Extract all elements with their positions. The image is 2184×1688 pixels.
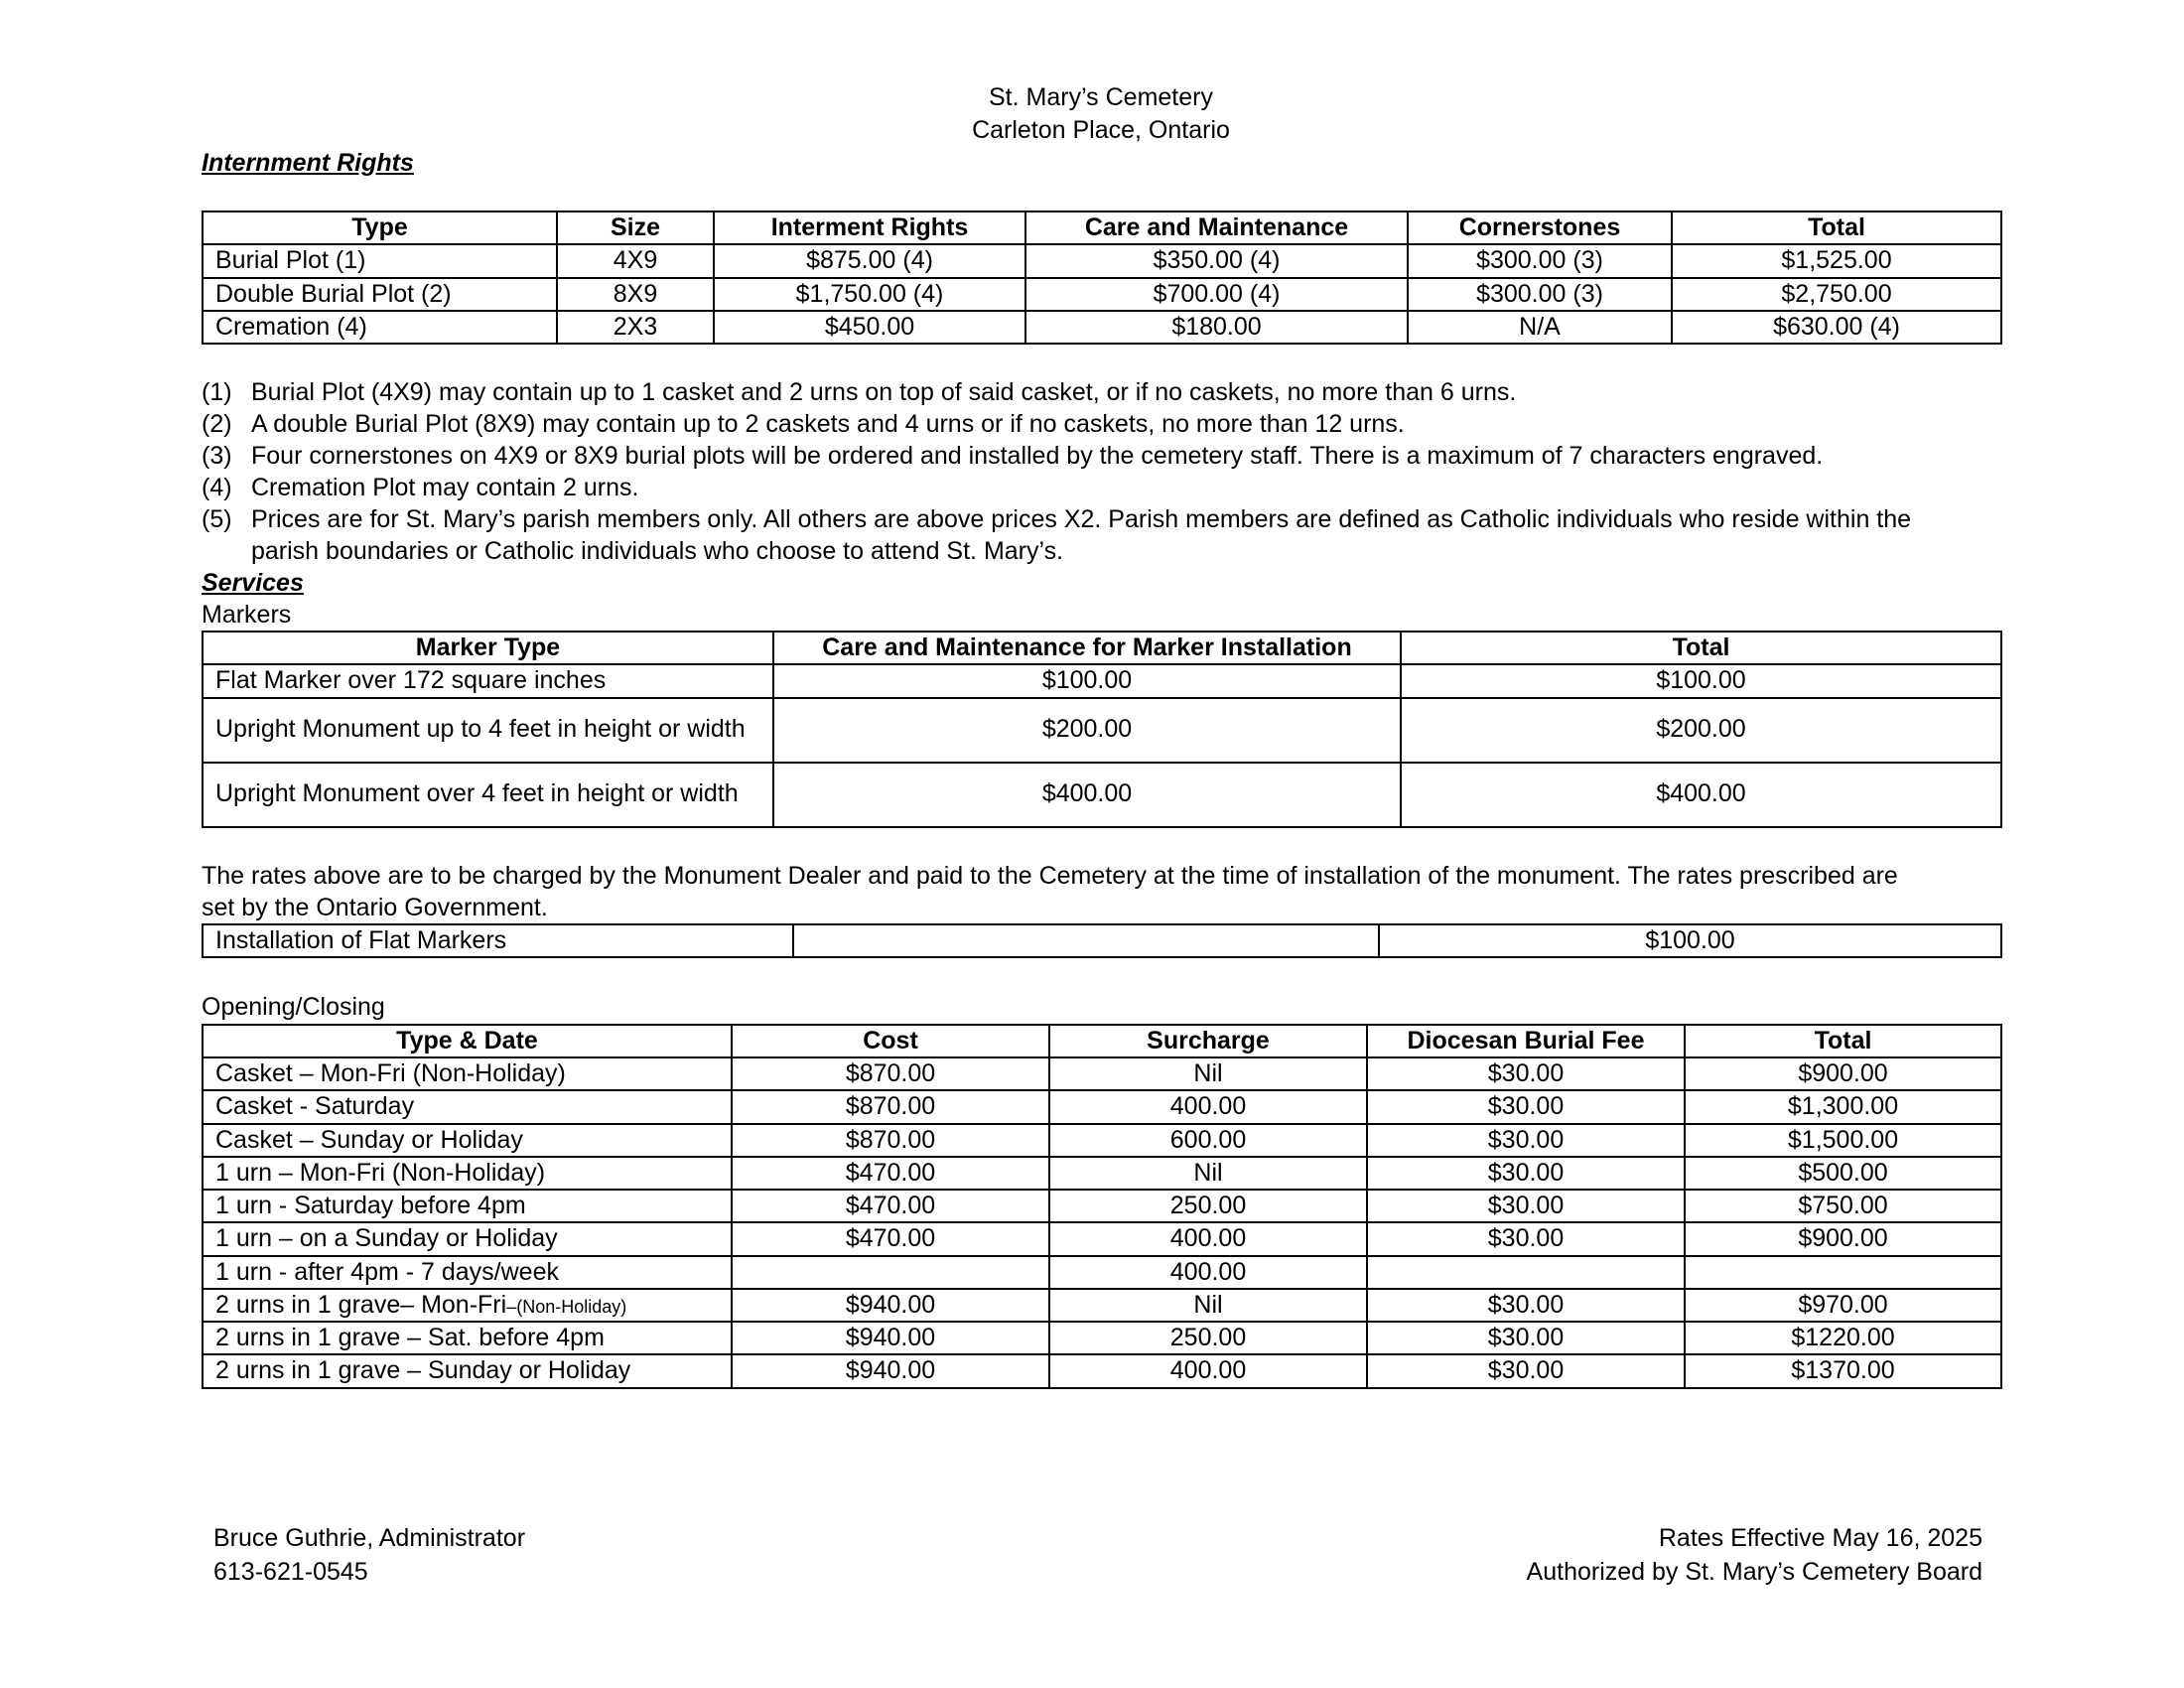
- cell: Upright Monument over 4 feet in height or width: [203, 763, 773, 827]
- cell: $940.00: [732, 1354, 1049, 1387]
- cell: $200.00: [1401, 698, 2001, 763]
- table-row: [203, 244, 2001, 277]
- cell: $1,750.00 (4): [714, 278, 1025, 311]
- cell: 2 urns in 1 grave – Sat. before 4pm: [203, 1322, 732, 1354]
- cell: N/A: [1408, 311, 1672, 344]
- cell: [732, 1256, 1049, 1289]
- table-row: [203, 278, 2001, 311]
- cell: $870.00: [732, 1124, 1049, 1157]
- cell: $470.00: [732, 1190, 1049, 1222]
- authorization-block: [1527, 1521, 1982, 1589]
- cell: 400.00: [1049, 1090, 1367, 1123]
- table-row: [203, 1057, 2001, 1090]
- administrator-name: Bruce Guthrie, Administrator: [213, 1524, 526, 1552]
- cell: $400.00: [773, 763, 1401, 827]
- interment-header-row: [203, 211, 2001, 244]
- cell: $500.00: [1685, 1157, 2001, 1190]
- col-opening-total: Total: [1685, 1025, 2001, 1057]
- interment-heading: Internment Rights: [202, 149, 414, 177]
- cell: Flat Marker over 172 square inches: [203, 664, 773, 697]
- cell: $30.00: [1367, 1289, 1685, 1322]
- cell: Casket – Sunday or Holiday: [203, 1124, 732, 1157]
- cemetery-name: St. Mary’s Cemetery: [989, 83, 1213, 111]
- col-size: Size: [557, 211, 714, 244]
- markers-table: [202, 631, 2002, 828]
- cell: [793, 924, 1379, 957]
- cell: $2,750.00: [1672, 278, 2001, 311]
- col-marker-care: Care and Maintenance for Marker Installation: [773, 632, 1401, 664]
- cell: $1,525.00: [1672, 244, 2001, 277]
- cell: $100.00: [773, 664, 1401, 697]
- cell: 4X9: [557, 244, 714, 277]
- table-row: [203, 1090, 2001, 1123]
- cell: 1 urn - Saturday before 4pm: [203, 1190, 732, 1222]
- cell: $870.00: [732, 1090, 1049, 1123]
- table-row: [203, 924, 2001, 957]
- table-row: [203, 1190, 2001, 1222]
- cell: Cremation (4): [203, 311, 557, 344]
- table-row: [203, 664, 2001, 697]
- col-type-date: Type & Date: [203, 1025, 732, 1057]
- table-row: [203, 763, 2001, 827]
- cell: $875.00 (4): [714, 244, 1025, 277]
- cell: $200.00: [773, 698, 1401, 763]
- cell: $450.00: [714, 311, 1025, 344]
- col-interment-rights: Interment Rights: [714, 211, 1025, 244]
- cell: 2X3: [557, 311, 714, 344]
- cell: $30.00: [1367, 1222, 1685, 1255]
- table-row: [203, 1256, 2001, 1289]
- document-footer: [213, 1521, 1982, 1589]
- cell: $30.00: [1367, 1124, 1685, 1157]
- cell: $700.00 (4): [1025, 278, 1408, 311]
- cell: 1 urn - after 4pm - 7 days/week: [203, 1256, 732, 1289]
- cell: $100.00: [1379, 924, 2001, 957]
- cell: $940.00: [732, 1289, 1049, 1322]
- list-item: (1) Burial Plot (4X9) may contain up to 1 casket and 2 urns on top of said casket, or if no caskets, no more than 6 urns.: [202, 378, 1517, 406]
- rates-note: The rates above are to be charged by the Monument Dealer and paid to the Cemetery at the time of installation of the monument. The rates prescribed are set by the Ontario Government.: [202, 861, 1898, 921]
- cell: $30.00: [1367, 1322, 1685, 1354]
- cell: $1370.00: [1685, 1354, 2001, 1387]
- flat-install-table: [202, 923, 2002, 958]
- cell: $30.00: [1367, 1354, 1685, 1387]
- cell: $1220.00: [1685, 1322, 2001, 1354]
- cell: [1367, 1256, 1685, 1289]
- table-row: [203, 1124, 2001, 1157]
- cell: 8X9: [557, 278, 714, 311]
- cell: $30.00: [1367, 1157, 1685, 1190]
- cell: 2 urns in 1 grave – Sunday or Holiday: [203, 1354, 732, 1387]
- col-total: Total: [1672, 211, 2001, 244]
- cell: Burial Plot (1): [203, 244, 557, 277]
- footnotes-list: [202, 376, 2000, 567]
- row-label-suffix: –(Non-Holiday): [506, 1296, 627, 1317]
- cell: $180.00: [1025, 311, 1408, 344]
- list-item: (2) A double Burial Plot (8X9) may contain up to 2 caskets and 4 urns or if no caskets, no more than 12 urns.: [202, 410, 1405, 438]
- col-care-maintenance: Care and Maintenance: [1025, 211, 1408, 244]
- cell: $30.00: [1367, 1190, 1685, 1222]
- markers-label: Markers: [202, 601, 292, 629]
- cell: Casket - Saturday: [203, 1090, 732, 1123]
- row-label: 2 urns in 1 grave– Mon-Fri: [215, 1290, 507, 1319]
- document-header: [202, 81, 2000, 147]
- cell: Double Burial Plot (2): [203, 278, 557, 311]
- table-row: [203, 1354, 2001, 1387]
- cell: $1,300.00: [1685, 1090, 2001, 1123]
- table-row: [203, 1322, 2001, 1354]
- cell: $470.00: [732, 1157, 1049, 1190]
- col-surcharge: Surcharge: [1049, 1025, 1367, 1057]
- document-page: [202, 81, 2000, 1389]
- cell: $100.00: [1401, 664, 2001, 697]
- cell: Upright Monument up to 4 feet in height or width: [203, 698, 773, 763]
- cell: Installation of Flat Markers: [203, 924, 793, 957]
- col-type: Type: [203, 211, 557, 244]
- cell: 250.00: [1049, 1322, 1367, 1354]
- cell: Casket – Mon-Fri (Non-Holiday): [203, 1057, 732, 1090]
- cell: 1 urn – Mon-Fri (Non-Holiday): [203, 1157, 732, 1190]
- cell: 400.00: [1049, 1354, 1367, 1387]
- cell: $940.00: [732, 1322, 1049, 1354]
- list-item: (5) Prices are for St. Mary’s parish members only. All others are above prices X2. Parish members are defined as Catholic individuals who reside within the parish boundaries or Catholic individuals who choose to attend St. Mary’s.: [202, 505, 1912, 565]
- markers-header-row: [203, 632, 2001, 664]
- table-row: [203, 1157, 2001, 1190]
- col-diocesan-fee: Diocesan Burial Fee: [1367, 1025, 1685, 1057]
- table-row: [203, 311, 2001, 344]
- cell: Nil: [1049, 1057, 1367, 1090]
- cell: $30.00: [1367, 1057, 1685, 1090]
- cell: $630.00 (4): [1672, 311, 2001, 344]
- opening-closing-table: [202, 1024, 2002, 1389]
- rates-effective: Rates Effective May 16, 2025: [1658, 1524, 1982, 1552]
- cell: [1685, 1256, 2001, 1289]
- opening-closing-label: Opening/Closing: [202, 992, 385, 1021]
- services-heading: Services: [202, 569, 304, 597]
- cell: $30.00: [1367, 1090, 1685, 1123]
- cell: 1 urn – on a Sunday or Holiday: [203, 1222, 732, 1255]
- cell: $750.00: [1685, 1190, 2001, 1222]
- administrator-block: [213, 1521, 525, 1589]
- col-cornerstones: Cornerstones: [1408, 211, 1672, 244]
- col-cost: Cost: [732, 1025, 1049, 1057]
- cell: [203, 1289, 732, 1322]
- list-item: (3) Four cornerstones on 4X9 or 8X9 burial plots will be ordered and installed by the cemetery staff. There is a maximum of 7 characters engraved.: [202, 442, 1824, 470]
- cell: $1,500.00: [1685, 1124, 2001, 1157]
- table-row: [203, 1222, 2001, 1255]
- cell: $900.00: [1685, 1057, 2001, 1090]
- cell: $900.00: [1685, 1222, 2001, 1255]
- cell: $300.00 (3): [1408, 244, 1672, 277]
- cell: 400.00: [1049, 1222, 1367, 1255]
- cell: 600.00: [1049, 1124, 1367, 1157]
- cell: 250.00: [1049, 1190, 1367, 1222]
- cell: $400.00: [1401, 763, 2001, 827]
- cell: $300.00 (3): [1408, 278, 1672, 311]
- interment-table: [202, 211, 2002, 345]
- cell: $470.00: [732, 1222, 1049, 1255]
- cell: $350.00 (4): [1025, 244, 1408, 277]
- cell: $970.00: [1685, 1289, 2001, 1322]
- col-marker-type: Marker Type: [203, 632, 773, 664]
- administrator-phone: 613-621-0545: [213, 1558, 368, 1586]
- cemetery-location: Carleton Place, Ontario: [972, 116, 1230, 144]
- cell: 400.00: [1049, 1256, 1367, 1289]
- table-row: [203, 698, 2001, 763]
- table-row: [203, 1289, 2001, 1322]
- list-item: (4) Cremation Plot may contain 2 urns.: [202, 474, 639, 501]
- authorized-by: Authorized by St. Mary’s Cemetery Board: [1526, 1558, 1982, 1586]
- col-marker-total: Total: [1401, 632, 2001, 664]
- cell: $870.00: [732, 1057, 1049, 1090]
- cell: Nil: [1049, 1157, 1367, 1190]
- cell: Nil: [1049, 1289, 1367, 1322]
- opening-header-row: [203, 1025, 2001, 1057]
